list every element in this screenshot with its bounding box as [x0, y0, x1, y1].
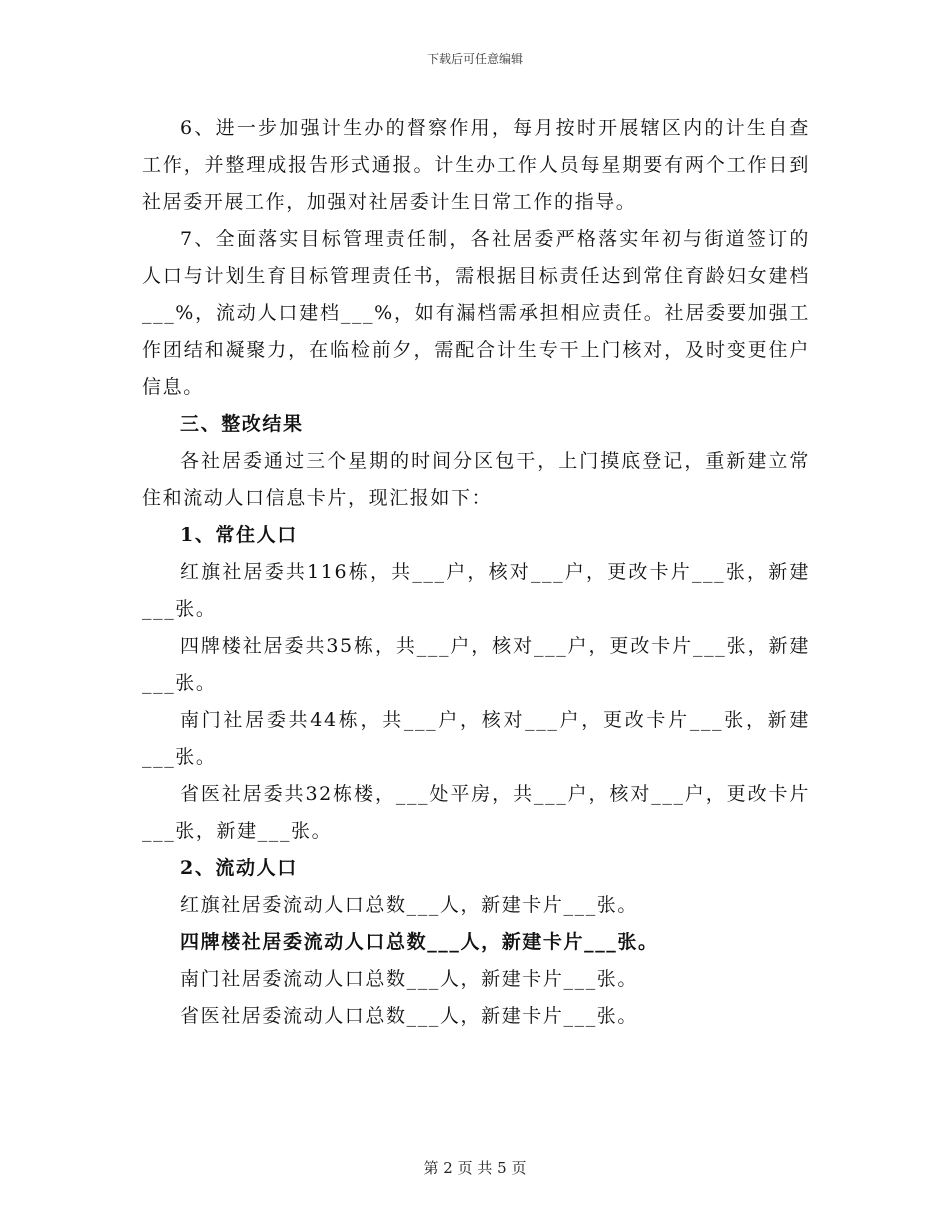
section-heading-results: 三、整改结果 [180, 413, 304, 435]
floating-hongqi: 红旗社居委流动人口总数___人，新建卡片___张。 [180, 894, 639, 916]
page-number-indicator: 第 2 页 共 5 页 [423, 1159, 527, 1177]
paragraph-item-6: 6、进一步加强计生办的督察作用，每月按时开展辖区内的计生自查工作，并整理成报告形式通报。计生办工作人员每星期要有两个工作日到社居委开展工作，加强对社居委计生日常工作的指导。 [142, 117, 810, 213]
paragraph-item-7: 7、全面落实目标管理责任制，各社居委严格落实年初与街道签订的人口与计划生育目标管理责任书，需根据目标责任达到常住育龄妇女建档___%，流动人口建档___%，如有漏档需承担相应责任。社居委要加强工作团结和凝聚力，在临检前夕，需配合计生专干上门核对，及时变更住户信息。 [142, 228, 810, 398]
resident-shengyi: 省医社居委共32栋楼，___处平房，共___户，核对___户，更改卡片___张，新建___张。 [142, 783, 810, 842]
resident-hongqi: 红旗社居委共116栋，共___户，核对___户，更改卡片___张，新建___张。 [142, 561, 810, 620]
floating-shengyi: 省医社居委流动人口总数___人，新建卡片___张。 [180, 1005, 639, 1027]
floating-sipailou: 四牌楼社居委流动人口总数___人，新建卡片___张。 [180, 931, 659, 953]
floating-nanmen: 南门社居委流动人口总数___人，新建卡片___张。 [180, 968, 639, 990]
document-body [142, 110, 810, 1035]
subheading-resident-population: 1、常住人口 [180, 524, 298, 546]
resident-nanmen: 南门社居委共44栋，共___户，核对___户，更改卡片___张，新建___张。 [142, 709, 810, 768]
section-intro: 各社居委通过三个星期的时间分区包干，上门摸底登记，重新建立常住和流动人口信息卡片，现汇报如下： [142, 450, 810, 509]
subheading-floating-population: 2、流动人口 [180, 857, 298, 879]
page-header-note: 下载后可任意编辑 [426, 52, 523, 66]
resident-sipailou: 四牌楼社居委共35栋，共___户，核对___户，更改卡片___张，新建___张。 [142, 635, 810, 694]
